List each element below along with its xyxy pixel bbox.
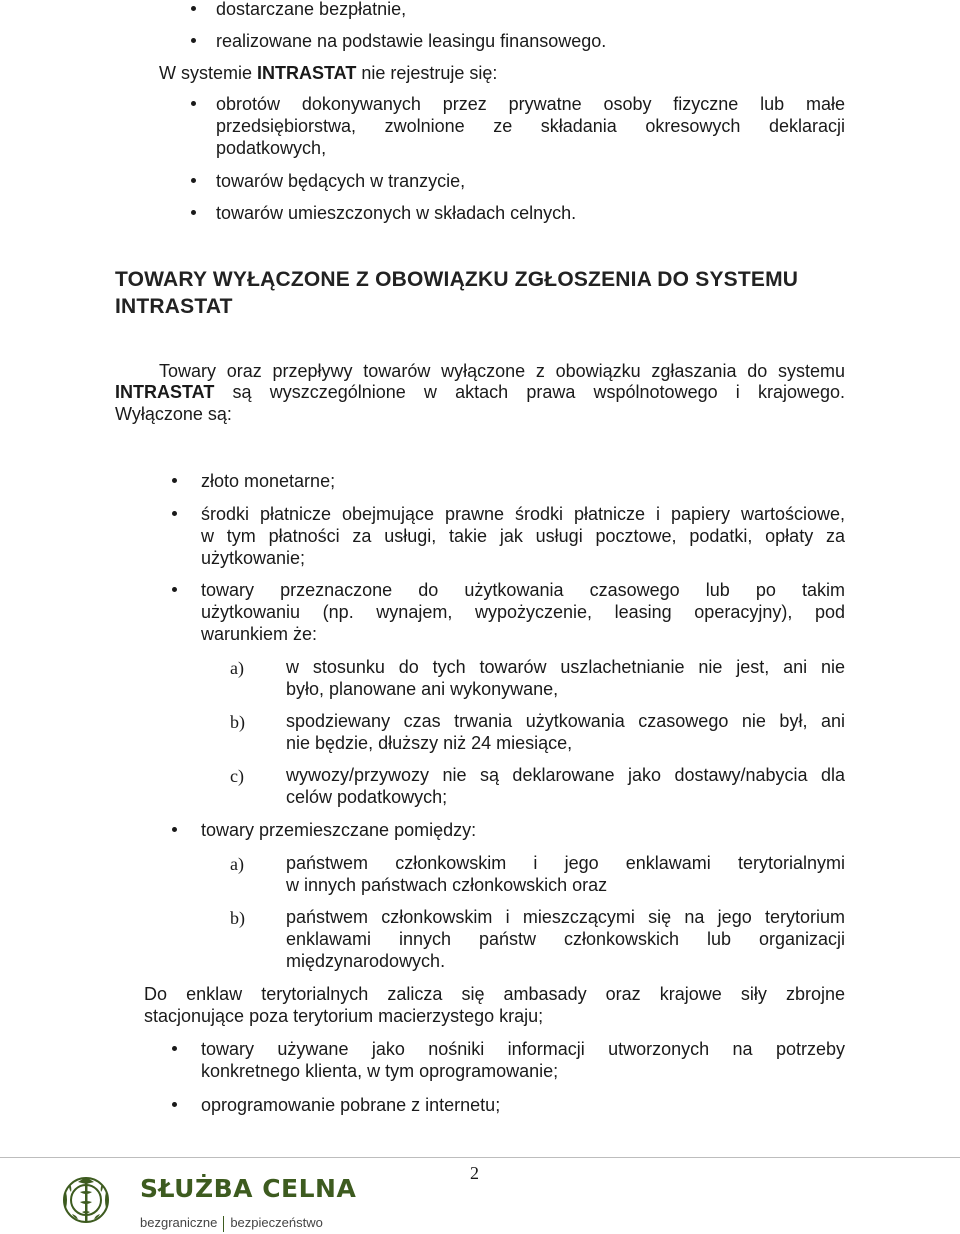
- sub-item-continuation: enklawami innych państw członkowskich lub organizacji: [286, 929, 845, 949]
- section-heading: TOWARY WYŁĄCZONE Z OBOWIĄZKU ZGŁOSZENIA DO SYSTEMU: [115, 268, 799, 291]
- bullet-icon: [172, 587, 177, 592]
- bullet-icon: [172, 1046, 177, 1051]
- list-item: towary przemieszczane pomiędzy:: [201, 820, 477, 840]
- paragraph-line: Wyłączone są:: [115, 404, 232, 424]
- paragraph-line: INTRASTAT są wyszczególnione w aktach prawa wspólnotowego i krajowego.: [115, 382, 845, 402]
- sub-item-letter: a): [230, 854, 244, 874]
- list-item: towarów będących w tranzycie,: [216, 171, 466, 191]
- sub-item-letter: a): [230, 658, 244, 678]
- sub-item-continuation: w innych państwach członkowskich oraz: [286, 875, 608, 895]
- paragraph-line: Towary oraz przepływy towarów wyłączone z obowiązku zgłaszania do systemu: [159, 361, 845, 381]
- sub-item-continuation: było, planowane ani wykonywane,: [286, 679, 559, 699]
- sub-item: państwem członkowskim i jego enklawami terytorialnymi: [286, 853, 845, 873]
- sub-item: spodziewany czas trwania użytkowania czasowego nie był, ani: [286, 711, 845, 731]
- intro-sentence: W systemie INTRASTAT nie rejestruje się:: [159, 63, 498, 83]
- section-heading-continuation: INTRASTAT: [115, 295, 233, 318]
- logo-wordmark: SŁUŻBA CELNA: [140, 1174, 357, 1203]
- paragraph-line: Do enklaw terytorialnych zalicza się ambasady oraz krajowe siły zbrojne: [144, 984, 845, 1004]
- sub-item: państwem członkowskim i mieszczącymi się na jego terytorium: [286, 907, 845, 927]
- sub-item-letter: c): [230, 766, 244, 786]
- list-item-continuation: konkretnego klienta, w tym oprogramowanie;: [201, 1061, 559, 1081]
- list-item-continuation: podatkowych,: [216, 138, 327, 158]
- sub-item-continuation: nie będzie, dłuższy niż 24 miesiące,: [286, 733, 573, 753]
- list-item: towary przeznaczone do użytkowania czasowego lub po takim: [201, 580, 845, 600]
- bullet-icon: [191, 6, 196, 11]
- list-item: obrotów dokonywanych przez prywatne osoby fizyczne lub małe: [216, 94, 845, 114]
- list-item-continuation: użytkowaniu (np. wynajem, wypożyczenie, leasing operacyjny), pod: [201, 602, 845, 622]
- tagline-separator: [223, 1216, 224, 1232]
- footer-divider: [0, 1157, 960, 1158]
- list-item: realizowane na podstawie leasingu finansowego.: [216, 31, 607, 51]
- list-item: dostarczane bezpłatnie,: [216, 0, 407, 19]
- page-number: 2: [470, 1163, 479, 1183]
- bullet-icon: [172, 827, 177, 832]
- sub-item-letter: b): [230, 908, 245, 928]
- list-item-continuation: przedsiębiorstwa, zwolnione ze składania okresowych deklaracji: [216, 116, 845, 136]
- sub-item-letter: b): [230, 712, 245, 732]
- bullet-icon: [191, 101, 196, 106]
- list-item-continuation: w tym płatności za usługi, takie jak usługi pocztowe, podatki, opłaty za: [201, 526, 845, 546]
- bullet-icon: [172, 478, 177, 483]
- logo-tagline: bezgraniczne bezpieczeństwo: [140, 1215, 323, 1230]
- bullet-icon: [191, 210, 196, 215]
- list-item-continuation: użytkowanie;: [201, 548, 306, 568]
- bullet-icon: [172, 1102, 177, 1107]
- paragraph-line: stacjonujące poza terytorium macierzystego kraju;: [144, 1006, 544, 1026]
- list-item: złoto monetarne;: [201, 471, 336, 491]
- sub-item: wywozy/przywozy nie są deklarowane jako dostawy/nabycia dla: [286, 765, 845, 785]
- sub-item: w stosunku do tych towarów uszlachetnianie nie jest, ani nie: [286, 657, 845, 677]
- bullet-icon: [191, 178, 196, 183]
- list-item: towary używane jako nośniki informacji utworzonych na potrzeby: [201, 1039, 845, 1059]
- customs-emblem-icon: [58, 1170, 114, 1228]
- list-item: środki płatnicze obejmujące prawne środki płatnicze i papiery wartościowe,: [201, 504, 845, 524]
- sub-item-continuation: międzynarodowych.: [286, 951, 446, 971]
- list-item: towarów umieszczonych w składach celnych.: [216, 203, 577, 223]
- sub-item-continuation: celów podatkowych;: [286, 787, 448, 807]
- list-item: oprogramowanie pobrane z internetu;: [201, 1095, 501, 1115]
- bullet-icon: [191, 38, 196, 43]
- bullet-icon: [172, 511, 177, 516]
- list-item-continuation: warunkiem że:: [201, 624, 318, 644]
